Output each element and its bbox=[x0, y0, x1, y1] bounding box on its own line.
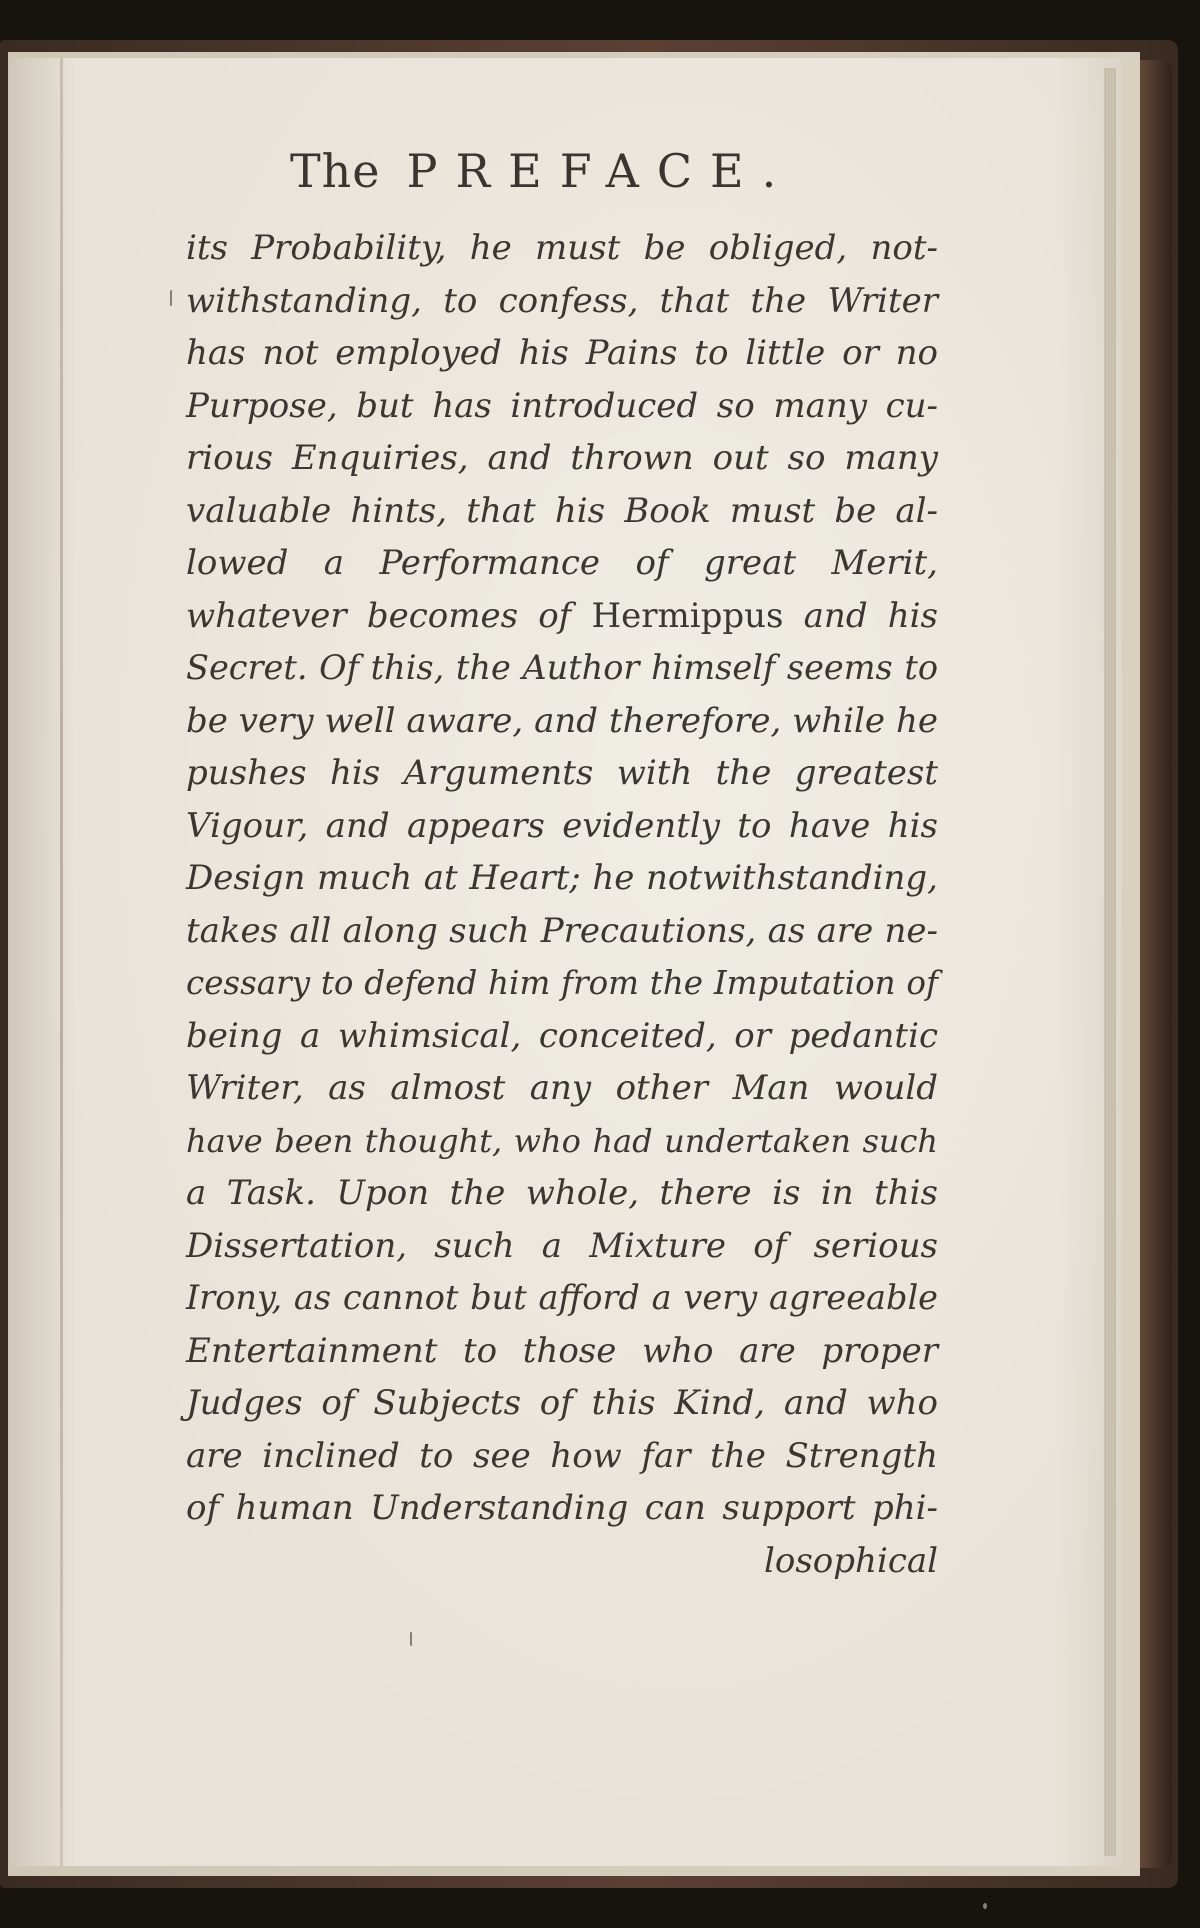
text-line: being a whimsical, conceited, or pedantic bbox=[186, 1015, 938, 1056]
text-line: pushes his Arguments with the greatest bbox=[186, 753, 938, 793]
body-text bbox=[186, 222, 938, 1587]
text-line: valuable hints, that his Book must be al- bbox=[186, 490, 938, 531]
ink-speck bbox=[983, 1903, 987, 1909]
running-head-the: The bbox=[290, 144, 381, 198]
text-line: are inclined to see how far the Strength bbox=[186, 1435, 938, 1476]
text-line: rious Enquiries, and thrown out so many bbox=[186, 438, 938, 478]
text-line: Irony, as cannot but afford a very agreeable bbox=[186, 1278, 938, 1317]
running-head-preface: PREFACE. bbox=[406, 144, 795, 198]
ink-speck bbox=[170, 290, 172, 306]
text-line: Secret. Of this, the Author himself seems to bbox=[186, 648, 938, 687]
text-line: a Task. Upon the whole, there is in this bbox=[186, 1173, 938, 1213]
text-line: cessary to defend him from the Imputation of bbox=[186, 964, 938, 1002]
text-line: Dissertation, such a Mixture of serious bbox=[186, 1225, 938, 1266]
text-line: be very well aware, and therefore, while he bbox=[186, 700, 938, 741]
text-segment: and his bbox=[783, 595, 938, 636]
catchword: losophical bbox=[764, 1540, 938, 1581]
text-line: Design much at Heart; he notwithstanding, bbox=[186, 858, 938, 898]
running-head bbox=[290, 144, 850, 198]
text-line: withstanding, to confess, that the Writer bbox=[186, 280, 938, 321]
page-edges bbox=[1104, 68, 1116, 1856]
text-line: lowed a Performance of great Merit, bbox=[186, 543, 938, 583]
text-segment-roman: Hermippus bbox=[591, 595, 784, 636]
text-line: its Probability, he must be obliged, not- bbox=[186, 228, 938, 268]
text-line: of human Understanding can support phi- bbox=[186, 1488, 938, 1528]
text-line: takes all along such Precautions, as are ne- bbox=[186, 910, 938, 951]
text-line: Purpose, but has introduced so many cu- bbox=[186, 385, 938, 426]
text-line: has not employed his Pains to little or no bbox=[186, 333, 938, 373]
text-line: have been thought, who had undertaken such bbox=[186, 1121, 938, 1160]
text-line: Judges of Subjects of this Kind, and who bbox=[186, 1383, 938, 1423]
text-line: Entertainment to those who are proper bbox=[186, 1330, 938, 1371]
text-segment: whatever becomes of bbox=[186, 595, 592, 636]
text-line: Writer, as almost any other Man would bbox=[186, 1068, 938, 1108]
ink-speck bbox=[410, 1632, 412, 1646]
page-gutter bbox=[60, 58, 63, 1866]
text-line: Vigour, and appears evidently to have his bbox=[186, 805, 938, 846]
text-line bbox=[186, 590, 938, 643]
